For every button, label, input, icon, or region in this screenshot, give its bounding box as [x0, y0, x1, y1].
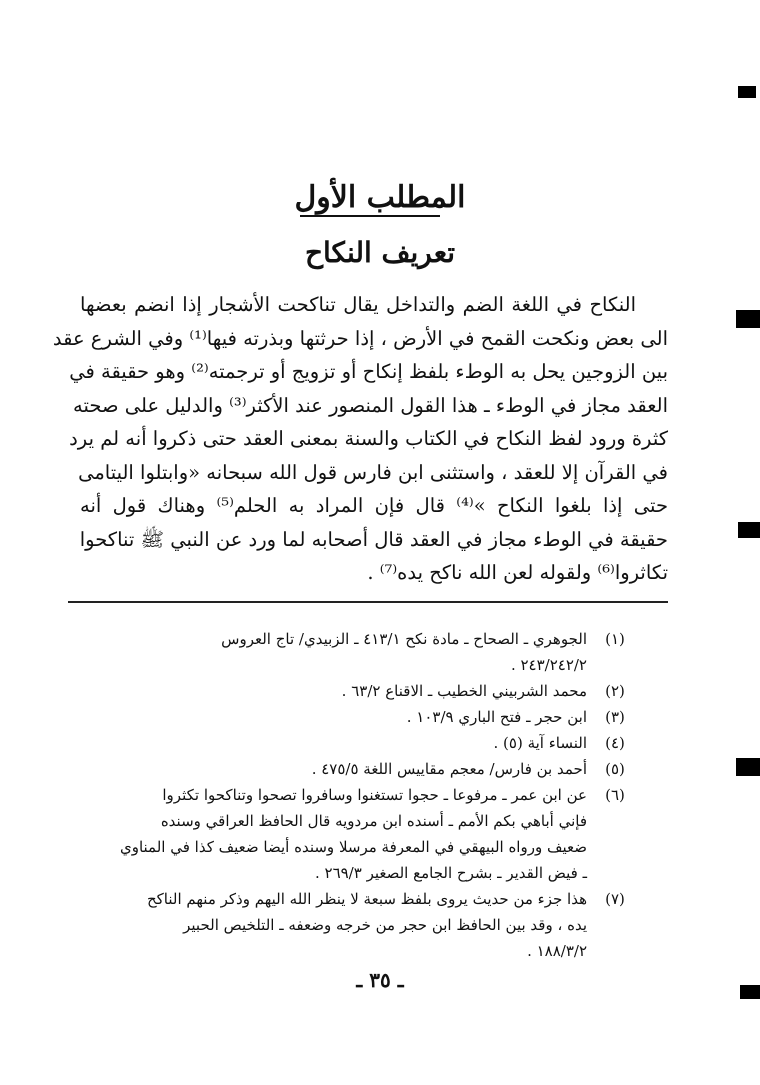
- edge-mark: [736, 310, 760, 328]
- footnote-number: (٥): [605, 760, 625, 778]
- footnote: [80, 626, 635, 678]
- footnote-line: ابن حجر ـ فتح الباري ١٠٣/٩ .: [406, 708, 587, 726]
- body-line: حتى إذا بلغوا النكاح »⁽⁴⁾ قال فإن المراد به الحلم⁽⁵⁾ وهناك قول أنه: [80, 494, 668, 517]
- footnote-line: محمد الشربيني الخطيب ـ الاقناع ٦٣/٢ .: [341, 682, 587, 700]
- footnote: [80, 704, 635, 730]
- footnote-line: النساء آية (٥) .: [493, 734, 587, 752]
- footnote-number: (٣): [605, 708, 625, 726]
- footnote: [80, 886, 635, 964]
- body-line: بين الزوجين يحل به الوطء بلفظ إنكاح أو تزويج أو ترجمته⁽²⁾ وهو حقيقة في: [69, 360, 668, 383]
- footnote-line: أحمد بن فارس/ معجم مقاييس اللغة ٤٧٥/٥ .: [311, 760, 587, 778]
- footnote: [80, 678, 635, 704]
- footnote-divider: [68, 601, 668, 603]
- body-text: [52, 288, 668, 590]
- footnote-line: فإني أباهي بكم الأمم ـ أسنده ابن مردويه قال الحافظ العراقي وسنده: [160, 812, 587, 830]
- footnote-line: الجوهري ـ الصحاح ـ مادة نكح ٤١٣/١ ـ الزبيدي/ تاج العروس: [221, 630, 587, 648]
- footnotes: [80, 626, 635, 964]
- body-line: النكاح في اللغة الضم والتداخل يقال تناكحت الأشجار إذا انضم بعضها: [80, 293, 636, 316]
- footnote-line: ضعيف ورواه البيهقي في المعرفة مرسلا وسنده أيضا ضعيف كذا في المناوي: [119, 838, 587, 856]
- section-heading-underline: [300, 215, 440, 217]
- body-line: تكاثروا⁽⁶⁾ ولقوله لعن الله ناكح يده⁽⁷⁾ .: [367, 561, 668, 584]
- body-line: العقد مجاز في الوطء ـ هذا القول المنصور عند الأكثر⁽³⁾ والدليل على صحته: [73, 393, 668, 417]
- body-line: كثرة ورود لفظ النكاح في الكتاب والسنة بمعنى العقد حتى ذكروا أنه لم يرد: [69, 427, 668, 450]
- page-number: ـ ٣٥ ـ: [356, 968, 404, 992]
- footnote-line: ٢٤٣/٢٤٢/٢ .: [510, 656, 587, 674]
- footnote-number: (٢): [605, 682, 625, 700]
- body-line: الى بعض ونكحت القمح في الأرض ، إذا حرثتها وبذرته فيها⁽¹⁾ وفي الشرع عقد: [52, 326, 668, 350]
- page-title: تعريف النكاح: [304, 236, 456, 269]
- footnote-line: هذا جزء من حديث يروى بلفظ سبعة لا ينظر الله اليهم وذكر منهم الناكح: [146, 890, 587, 908]
- footnote-number: (٦): [605, 786, 625, 804]
- footnote-line: عن ابن عمر ـ مرفوعا ـ حجوا تستغنوا وسافروا تصحوا وتناكحوا تكثروا: [162, 786, 587, 804]
- footnote: [80, 756, 635, 782]
- body-line: في القرآن إلا للعقد ، واستثنى ابن فارس قول الله سبحانه «وابتلوا اليتامى: [78, 460, 668, 484]
- footnote: [80, 730, 635, 756]
- footnote-line: ـ فيض القدير ـ بشرح الجامع الصغير ٢٦٩/٣ .: [314, 864, 587, 882]
- section-heading: المطلب الأول: [294, 180, 466, 215]
- edge-mark: [736, 758, 760, 776]
- footnote-number: (٧): [605, 890, 625, 908]
- footnote-line: يده ، وقد بين الحافظ ابن حجر من خرجه وضعفه ـ التلخيص الحبير: [183, 916, 587, 934]
- footnote: [80, 782, 635, 886]
- edge-mark: [738, 522, 760, 538]
- footnote-number: (٤): [605, 734, 625, 752]
- body-line: حقيقة في الوطء مجاز في العقد قال أصحابه لما ورد عن النبي ﷺ تناكحوا: [79, 527, 668, 551]
- edge-mark: [738, 86, 756, 98]
- footnote-number: (١): [605, 630, 625, 648]
- footnote-line: ١٨٨/٣/٢ .: [527, 942, 587, 960]
